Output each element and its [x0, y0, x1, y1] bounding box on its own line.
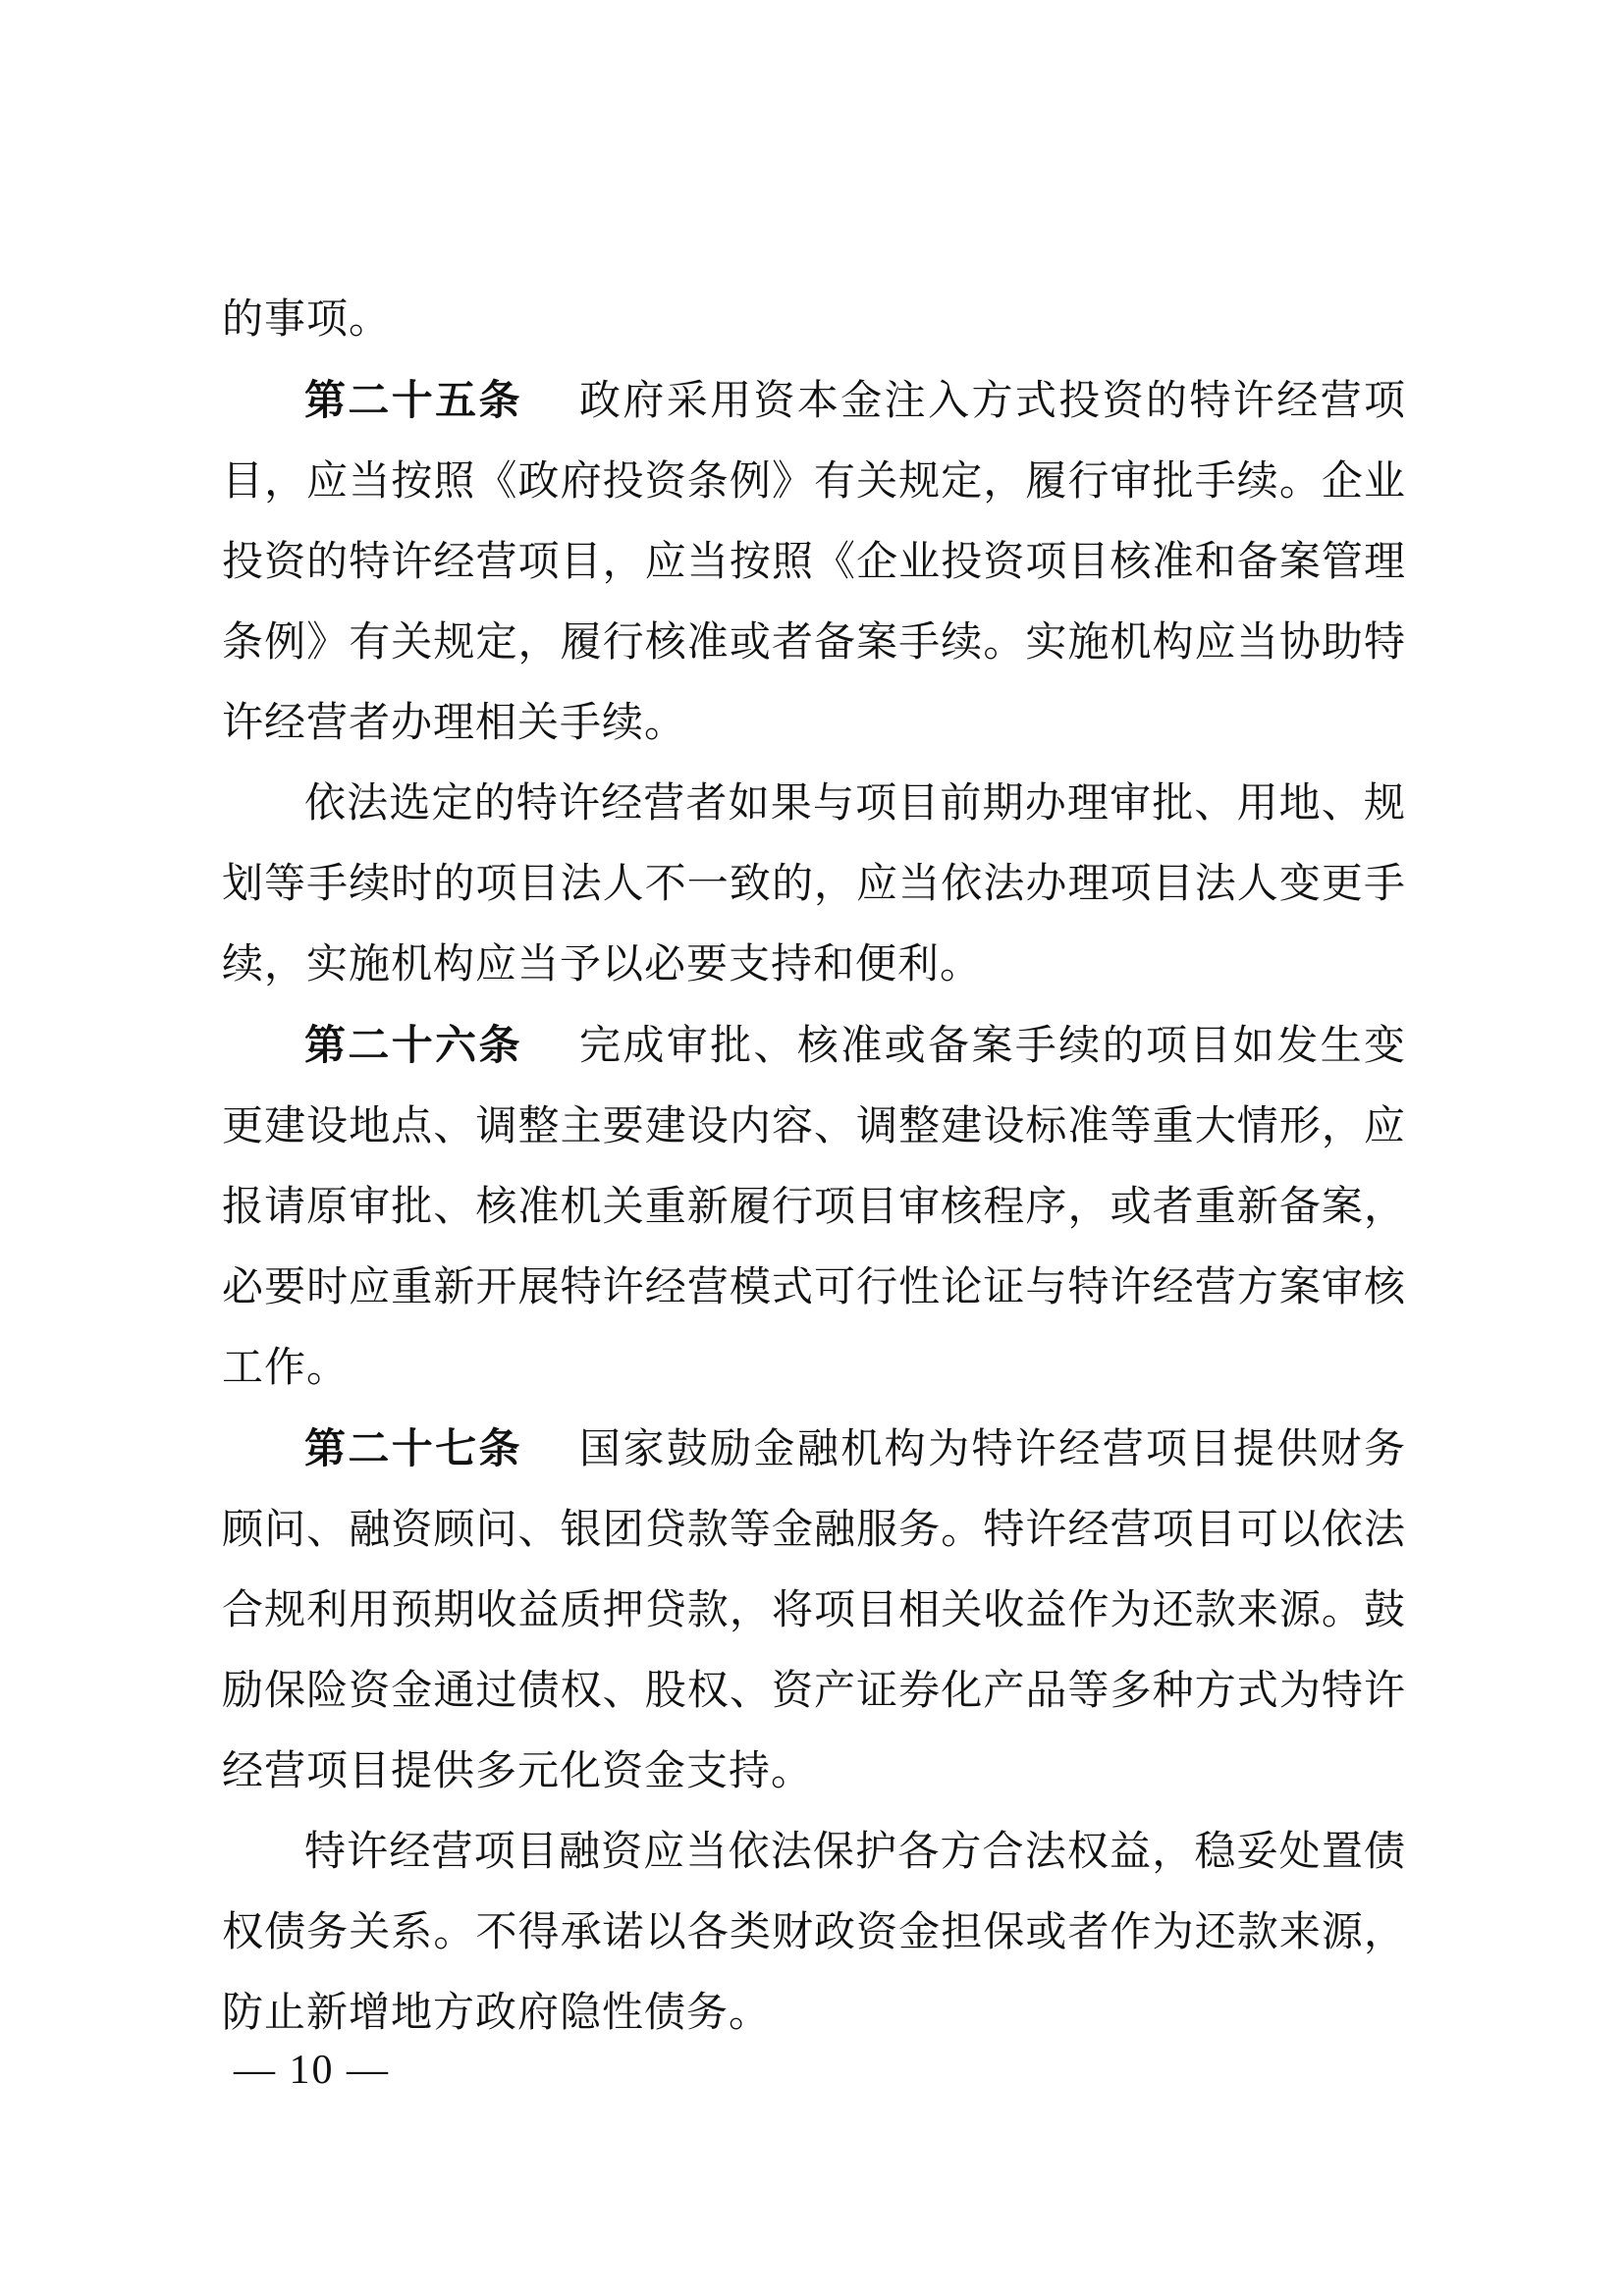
paragraph [222, 764, 1406, 1005]
paragraph-text: 国家鼓励金融机构为特许经营项目提供财务顾问、融资顾问、银团贷款等金融服务。特许经营项目可以依法合规利用预期收益质押贷款，将项目相关收益作为还款来源。鼓励保险资金通过债权、股权、资产证券化产品等多种方式为特许经营项目提供多元化资金支持。 [222, 1427, 1406, 1794]
paragraph [222, 280, 1406, 360]
paragraph-text: 依法选定的特许经营者如果与项目前期办理审批、用地、规划等手续时的项目法人不一致的，应当依法办理项目法人变更手续，实施机构应当予以必要支持和便利。 [222, 781, 1406, 988]
paragraph-text: 的事项。 [222, 297, 392, 343]
document-body [222, 280, 1406, 2054]
paragraph [222, 1812, 1406, 2054]
paragraph-text: 完成审批、核准或备案手续的项目如发生变更建设地点、调整主要建设内容、调整建设标准等重大情形，应报请原审批、核准机关重新履行项目审核程序，或者重新备案，必要时应重新开展特许经营模式可行性论证与特许经营方案审核工作。 [222, 1024, 1406, 1391]
paragraph-text: 政府采用资本金注入方式投资的特许经营项目，应当按照《政府投资条例》有关规定，履行审批手续。企业投资的特许经营项目，应当按照《企业投资项目核准和备案管理条例》有关规定，履行核准或者备案手续。实施机构应当协助特许经营者办理相关手续。 [222, 379, 1406, 746]
paragraph [222, 1409, 1406, 1812]
article-heading: 第二十五条 [304, 377, 522, 423]
paragraph-text: 特许经营项目融资应当依法保护各方合法权益，稳妥处置债权债务关系。不得承诺以各类财政资金担保或者作为还款来源，防止新增地方政府隐性债务。 [222, 1830, 1406, 2036]
article-heading: 第二十七条 [304, 1425, 522, 1471]
page-number-footer: — 10 — [234, 2048, 390, 2093]
paragraph [222, 360, 1406, 764]
article-heading: 第二十六条 [304, 1022, 522, 1068]
paragraph [222, 1005, 1406, 1409]
